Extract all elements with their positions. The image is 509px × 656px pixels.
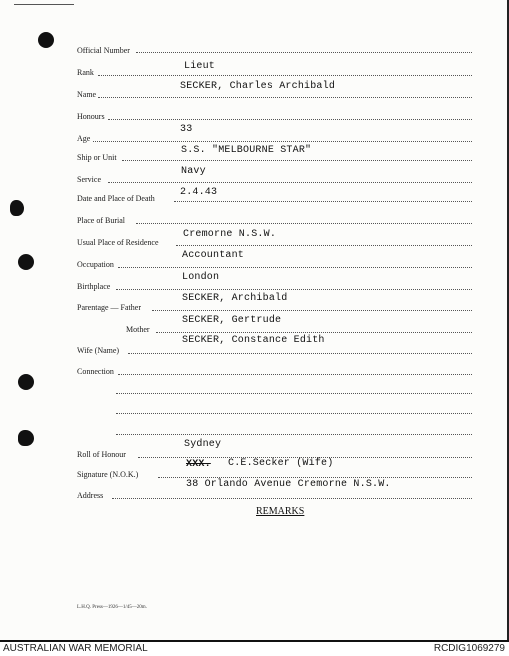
field-label-date-place-death: Date and Place of Death <box>77 194 155 203</box>
punch-hole <box>10 200 24 216</box>
field-line <box>176 245 472 246</box>
field-label-residence: Usual Place of Residence <box>77 238 159 247</box>
field-label-birthplace: Birthplace <box>77 282 111 291</box>
field-value-ship-or-unit: S.S. "MELBOURNE STAR" <box>181 145 312 156</box>
field-label-signature: Signature (N.O.K.) <box>77 470 139 479</box>
punch-hole <box>38 32 54 48</box>
field-value-father: SECKER, Archibald <box>182 293 288 304</box>
field-label-honours: Honours <box>77 112 105 121</box>
field-value-occupation: Accountant <box>182 250 245 261</box>
field-value-birthplace: London <box>182 272 220 283</box>
field-line <box>136 52 472 53</box>
field-line <box>136 223 472 224</box>
field-value-service: Navy <box>181 166 206 177</box>
field-label-connection: Connection <box>77 367 114 376</box>
field-label-rank: Rank <box>77 68 94 77</box>
field-label-mother: Mother <box>126 325 150 334</box>
field-value-address: 38 Orlando Avenue Cremorne N.S.W. <box>186 479 391 490</box>
field-line <box>112 498 472 499</box>
field-label-occupation: Occupation <box>77 260 114 269</box>
field-line <box>116 393 472 394</box>
field-line <box>116 289 472 290</box>
field-label-place-of-burial: Place of Burial <box>77 216 125 225</box>
remarks-heading: REMARKS <box>256 506 305 517</box>
field-line <box>98 97 472 98</box>
field-line <box>118 374 472 375</box>
field-line <box>156 332 472 333</box>
field-label-official-number: Official Number <box>77 46 130 55</box>
field-line <box>93 141 472 142</box>
field-value-roll-of-honour: Sydney <box>184 439 222 450</box>
field-line <box>108 182 472 183</box>
field-line <box>158 477 472 478</box>
punch-hole <box>18 254 34 270</box>
field-line <box>174 201 472 202</box>
field-line <box>122 160 472 161</box>
field-label-name: Name <box>77 90 97 99</box>
footer-record-id: RCDIG1069279 <box>433 643 505 654</box>
print-code: L.H.Q. Press—1926—1/45—20m. <box>77 605 147 610</box>
field-value-wife: SECKER, Constance Edith <box>182 335 325 346</box>
field-value-name: SECKER, Charles Archibald <box>180 81 336 92</box>
field-line <box>128 353 472 354</box>
top-rule <box>14 4 74 5</box>
field-value-residence: Cremorne N.S.W. <box>183 229 277 240</box>
field-line <box>152 310 472 311</box>
field-line <box>118 267 472 268</box>
field-label-roll-of-honour: Roll of Honour <box>77 450 126 459</box>
field-line <box>108 119 472 120</box>
field-value-rank: Lieut <box>184 61 216 72</box>
field-line <box>116 434 472 435</box>
field-label-service: Service <box>77 175 101 184</box>
field-label-age: Age <box>77 134 91 143</box>
field-value-signature: C.E.Secker (Wife) <box>228 458 334 469</box>
field-value-age: 33 <box>180 124 193 135</box>
field-value-signature-struck: XXX. <box>186 459 211 470</box>
field-line <box>116 413 472 414</box>
footer-institution: AUSTRALIAN WAR MEMORIAL <box>3 643 148 654</box>
punch-hole <box>18 430 34 446</box>
field-value-date-place-death: 2.4.43 <box>180 187 218 198</box>
field-label-address: Address <box>77 491 104 500</box>
field-label-wife: Wife (Name) <box>77 346 120 355</box>
field-label-father: Parentage — Father <box>77 303 141 312</box>
field-label-ship-or-unit: Ship or Unit <box>77 153 117 162</box>
field-line <box>98 75 472 76</box>
field-value-mother: SECKER, Gertrude <box>182 315 282 326</box>
punch-hole <box>18 374 34 390</box>
